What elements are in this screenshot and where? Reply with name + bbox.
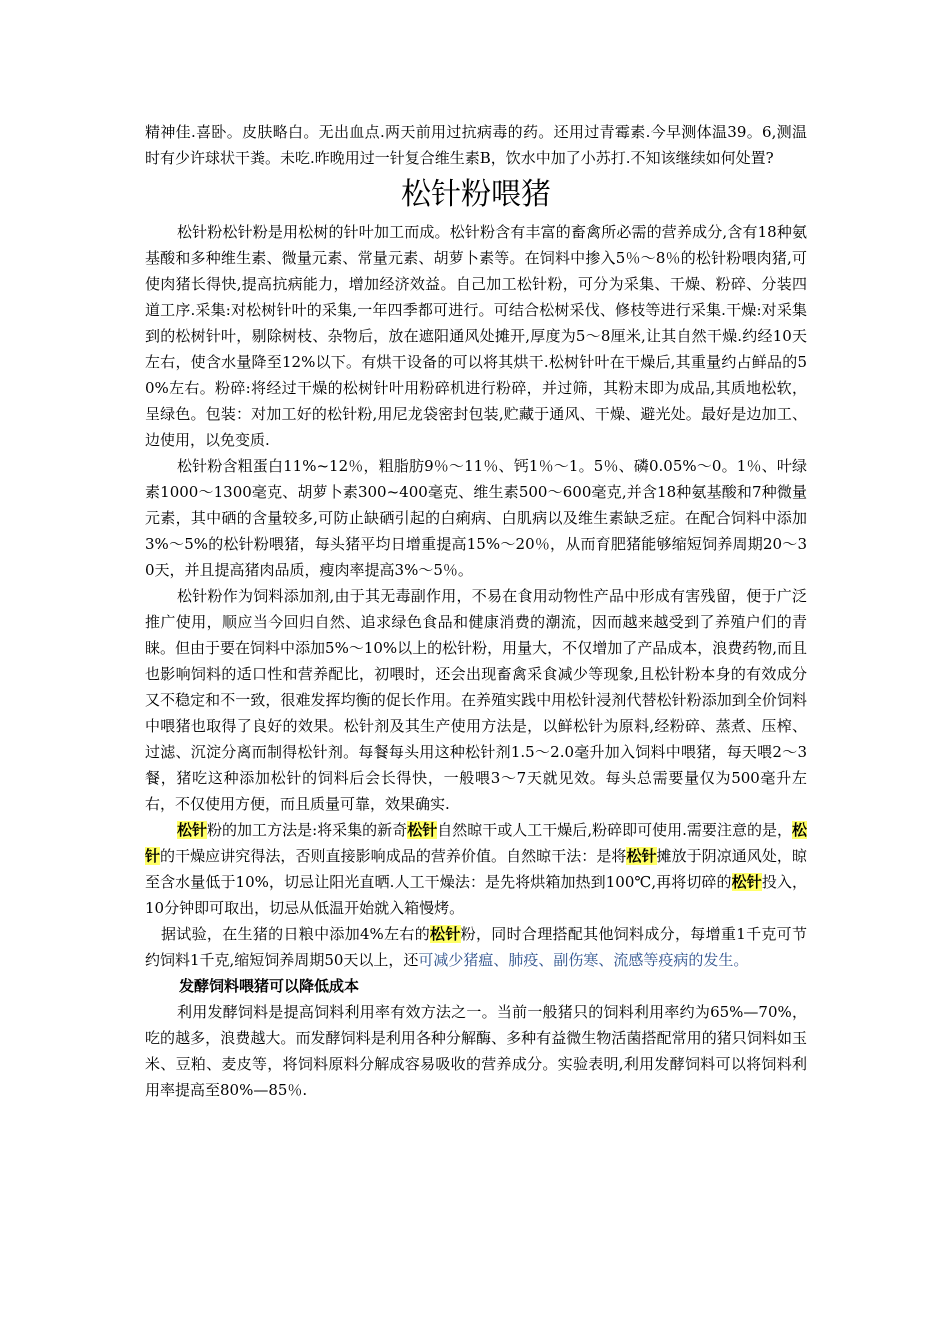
section-title: 发酵饲料喂猪可以降低成本 (179, 977, 360, 995)
paragraph-text: 的干燥应讲究得法，否则直接影响成品的营养价值。自然晾干法：是将 (160, 847, 627, 865)
highlighted-term: 松针 (407, 821, 438, 839)
article-paragraph-5 (145, 921, 807, 973)
highlighted-term: 松针 (626, 847, 657, 865)
paragraph-text: 据试验，在生猪的日粮中添加4%左右的 (161, 925, 431, 943)
article-title: 松针粉喂猪 (401, 177, 551, 212)
highlighted-term: 松针 (430, 925, 461, 943)
intro-paragraph: 精神佳.喜卧。皮肤略白。无出血点.两天前用过抗病毒的药。还用过青霉素.今早测体温39。6,测温时有少许球状干粪。未吃.昨晚用过一针复合维生素B，饮水中加了小苏打.不知该继续如何处置? (145, 123, 807, 167)
article-paragraph-2: 松针粉含粗蛋白11%~12％，粗脂肪9％～11％、钙1％～1。5％、磷0.05%～0。1％、叶绿素1000～1300毫克、胡萝卜素300~400毫克、维生素500～600毫克,并含18种氨基酸和7种微量元素，其中硒的含量较多,可防止缺硒引起的白痢病、白肌病以及维生素缺乏症。在配合饲料中添加3%～5%的松针粉喂猪，每头猪平均日增重提高15%～20％，从而育肥猪能够缩短饲养周期20～30天，并且提高猪肉品质，瘦肉率提高3%～5％。 (145, 457, 807, 579)
article-paragraph-4 (145, 817, 807, 921)
disease-link[interactable]: 可减少猪瘟、肺疫、副伤寒、流感等疫病的发生。 (418, 951, 749, 969)
article-paragraph-1: 松针粉松针粉是用松树的针叶加工而成。松针粉含有丰富的畜禽所必需的营养成分,含有18种氨基酸和多种维生素、微量元素、常量元素、胡萝卜素等。在饲料中掺入5％～8％的松针粉喂肉猪,可使肉猪长得快,提高抗病能力，增加经济效益。自己加工松针粉，可分为采集、干燥、粉碎、分装四道工序.采集:对松树针叶的采集,一年四季都可进行。可结合松树采伐、修枝等进行采集.干燥:对采集到的松树针叶，剔除树枝、杂物后，放在遮阳通风处摊开,厚度为5～8厘米,让其自然干燥.约经10天左右，使含水量降至12%以下。有烘干设备的可以将其烘干.松树针叶在干燥后,其重量约占鲜品的50%左右。粉碎:将经过干燥的松树针叶用粉碎机进行粉碎，并过筛，其粉末即为成品,其质地松软，呈绿色。包装：对加工好的松针粉,用尼龙袋密封包装,贮藏于通风、干燥、避光处。最好是边加工、边使用，以免变质. (145, 223, 807, 449)
article-paragraph-3: 松针粉作为饲料添加剂,由于其无毒副作用，不易在食用动物性产品中形成有害残留，便于广泛推广使用，顺应当今回归自然、追求绿色食品和健康消费的潮流，因而越来越受到了养殖户们的青睐。但由于要在饲料中添加5%～10%以上的松针粉，用量大，不仅增加了产品成本，浪费药物,而且也影响饲料的适口性和营养配比，初喂时，还会出现畜禽采食减少等现象,且松针粉本身的有效成分又不稳定和不一致，很难发挥均衡的促长作用。在养殖实践中用松针浸剂代替松针粉添加到全价饲料中喂猪也取得了良好的效果。松针剂及其生产使用方法是，以鲜松针为原料,经粉碎、蒸煮、压榨、过滤、沉淀分离而制得松针剂。每餐每头用这种松针剂1.5～2.0毫升加入饲料中喂猪，每天喂2～3餐，猪吃这种添加松针的饲料后会长得快，一般喂3～7天就见效。每头总需要量仅为500毫升左右，不仅使用方便，而且质量可靠，效果确实. (145, 587, 807, 813)
highlighted-term: 松针 (177, 821, 208, 839)
highlighted-term: 松针 (145, 821, 807, 865)
document-body (145, 119, 807, 1103)
paragraph-text: 摊放于阴凉通风处，晾至含水量低于10%，切忌让阳光直晒.人工干燥法：是先将烘箱加热到100℃,再将切碎的 (145, 847, 807, 891)
paragraph-text: 投入，10分钟即可取出，切忌从低温开始就入箱慢烤。 (145, 873, 807, 917)
highlighted-term: 松针 (731, 873, 762, 891)
paragraph-text: 粉的加工方法是:将采集的新奇 (207, 821, 408, 839)
section-paragraph-1: 利用发酵饲料是提高饲料利用率有效方法之一。当前一般猪只的饲料利用率约为65%—70%，吃的越多，浪费越大。而发酵饲料是利用各种分解酶、多种有益微生物活菌搭配常用的猪只饲料如玉米、豆粕、麦皮等，将饲料原料分解成容易吸收的营养成分。实验表明,利用发酵饲料可以将饲料利用率提高至80%—85％. (145, 1003, 807, 1099)
paragraph-text: 粉，同时合理搭配其他饲料成分，每增重1千克可节约饲料1千克,缩短饲养周期50天以上，还 (145, 925, 807, 969)
paragraph-text: 自然晾干或人工干燥后,粉碎即可使用.需要注意的是， (437, 821, 792, 839)
